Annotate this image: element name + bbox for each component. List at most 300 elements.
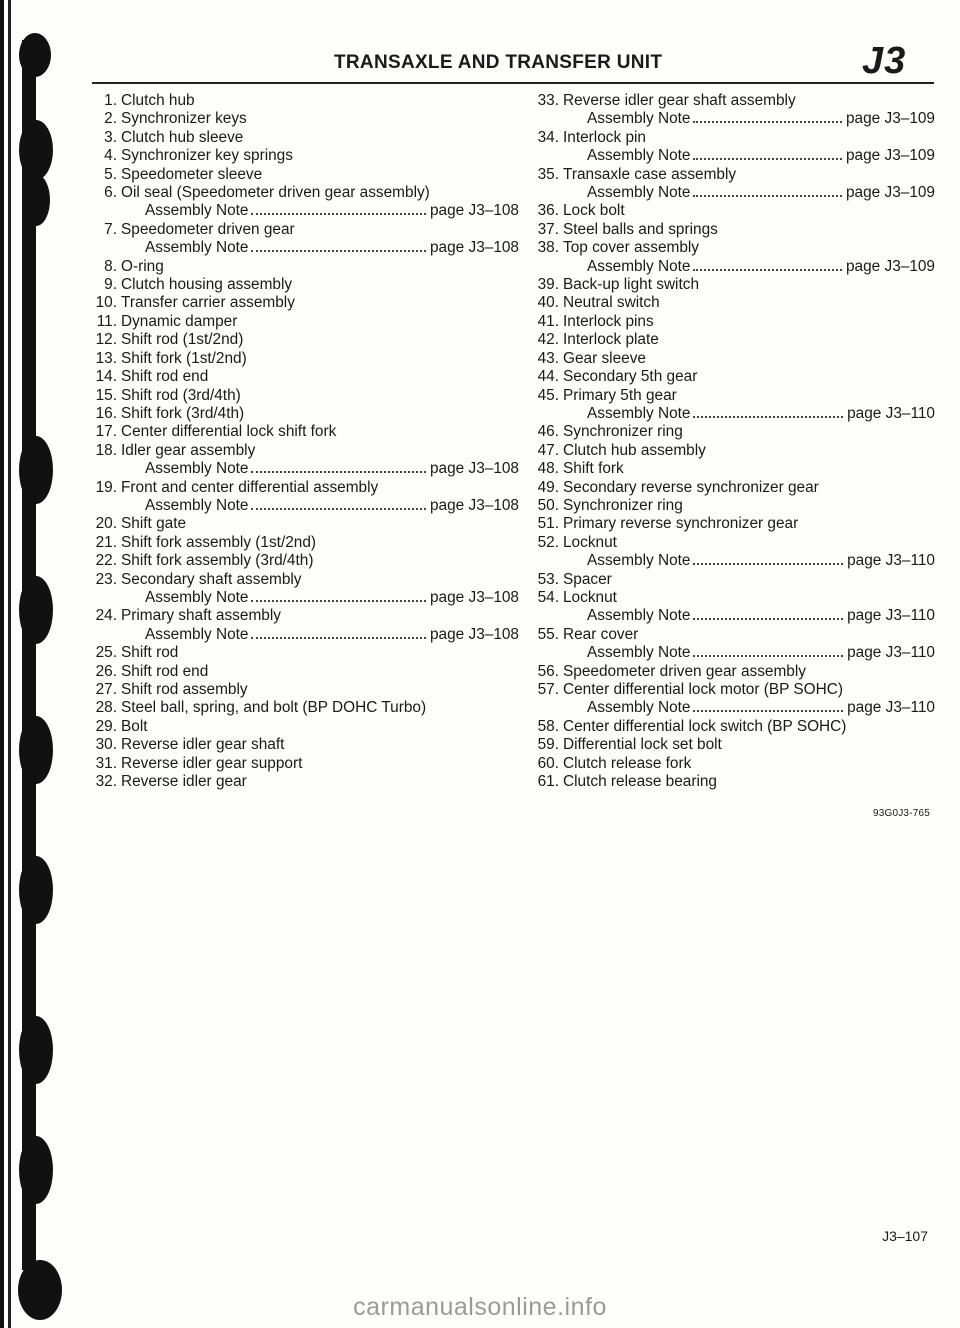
item-number: 20. — [95, 515, 117, 533]
item-line — [531, 626, 935, 644]
assembly-note-line — [89, 202, 519, 220]
list-item — [89, 736, 519, 754]
item-line — [531, 736, 935, 754]
list-item — [531, 571, 935, 589]
page-reference: page J3–110 — [847, 552, 935, 570]
item-label: Synchronizer key springs — [121, 147, 293, 165]
item-line — [89, 515, 519, 533]
item-number: 50. — [537, 496, 559, 514]
item-label: Clutch hub — [121, 92, 195, 109]
list-item — [531, 460, 935, 478]
item-label: Synchronizer keys — [121, 110, 247, 128]
list-item — [89, 423, 519, 441]
list-item — [89, 699, 519, 717]
item-number: 28. — [95, 699, 117, 717]
item-number: 27. — [95, 681, 117, 698]
item-label: Transaxle case assembly — [563, 165, 737, 183]
item-label: Clutch release bearing — [563, 773, 717, 791]
dot-leader — [251, 250, 426, 252]
item-line — [531, 129, 935, 147]
item-line — [531, 313, 935, 331]
list-item — [531, 166, 935, 203]
list-item — [89, 92, 519, 110]
assembly-note-line — [531, 699, 935, 717]
list-item — [531, 442, 935, 460]
binding-edge — [0, 0, 70, 1328]
item-label: Speedometer driven gear — [121, 220, 295, 238]
item-label: Gear sleeve — [563, 349, 646, 367]
list-item — [89, 258, 519, 276]
item-line — [531, 442, 935, 460]
dot-leader — [693, 195, 842, 197]
item-number: 43. — [537, 349, 559, 367]
list-item — [89, 294, 519, 312]
item-number: 30. — [95, 736, 117, 754]
list-item — [89, 663, 519, 681]
item-label: Shift rod end — [121, 368, 209, 386]
item-label: O-ring — [121, 257, 164, 275]
list-item — [531, 313, 935, 331]
assembly-note-line — [89, 239, 519, 257]
item-line — [531, 423, 935, 441]
list-item — [89, 607, 519, 644]
item-line — [89, 755, 519, 773]
page-title: TRANSAXLE AND TRANSFER UNIT — [334, 52, 663, 73]
item-label: Synchronizer ring — [563, 423, 683, 441]
assembly-note-label: Assembly Note — [145, 239, 249, 257]
item-line — [531, 202, 935, 220]
item-number: 10. — [95, 294, 117, 312]
list-item — [531, 736, 935, 754]
item-label: Reverse idler gear — [121, 773, 247, 791]
item-label: Primary shaft assembly — [121, 607, 281, 625]
list-item — [531, 423, 935, 441]
item-number: 58. — [537, 717, 559, 735]
list-item — [531, 331, 935, 349]
page-reference: page J3–110 — [847, 607, 935, 625]
item-label: Synchronizer ring — [563, 496, 683, 514]
item-label: Center differential lock switch (BP SOHC) — [563, 717, 847, 735]
item-label: Interlock pins — [563, 312, 654, 330]
page-reference: page J3–108 — [429, 202, 519, 220]
item-label: Lock bolt — [563, 202, 625, 220]
item-number: 40. — [537, 294, 559, 312]
dot-leader — [251, 637, 426, 639]
item-line — [89, 368, 519, 386]
watermark: carmanualsonline.info — [353, 1293, 607, 1321]
item-number: 4. — [104, 147, 117, 165]
item-label: Shift fork assembly (3rd/4th) — [121, 552, 314, 570]
page-reference: page J3–108 — [429, 588, 519, 606]
item-line — [531, 276, 935, 294]
item-label: Speedometer sleeve — [121, 165, 263, 183]
item-label: Transfer carrier assembly — [121, 294, 295, 312]
list-item — [531, 276, 935, 294]
item-number: 21. — [95, 533, 117, 551]
item-label: Clutch release fork — [563, 754, 692, 772]
item-line — [531, 331, 935, 349]
list-item — [89, 147, 519, 165]
dot-leader — [251, 600, 426, 602]
item-label: Reverse idler gear support — [121, 754, 303, 772]
item-line — [531, 387, 935, 405]
item-number: 3. — [104, 128, 117, 146]
item-line — [531, 221, 935, 239]
assembly-note-line — [531, 644, 935, 662]
item-number: 55. — [537, 625, 559, 643]
item-line — [89, 331, 519, 349]
list-item — [89, 166, 519, 184]
assembly-note-label: Assembly Note — [587, 147, 691, 165]
header-rule — [92, 82, 934, 84]
item-line — [531, 460, 935, 478]
item-label: Speedometer driven gear assembly — [563, 662, 806, 680]
item-line — [531, 663, 935, 681]
item-line — [531, 239, 935, 257]
item-number: 1. — [104, 92, 117, 109]
item-number: 23. — [95, 570, 117, 588]
item-number: 26. — [95, 662, 117, 680]
list-item — [531, 368, 935, 386]
assembly-note-label: Assembly Note — [145, 202, 249, 220]
item-line — [531, 92, 935, 110]
item-line — [89, 607, 519, 625]
item-line — [531, 497, 935, 515]
item-number: 15. — [95, 386, 117, 404]
list-item — [89, 718, 519, 736]
assembly-note-label: Assembly Note — [587, 607, 691, 625]
item-line — [531, 571, 935, 589]
assembly-note-line — [531, 405, 935, 423]
item-line — [531, 534, 935, 552]
list-item — [89, 331, 519, 349]
item-number: 2. — [104, 110, 117, 128]
item-number: 49. — [537, 478, 559, 496]
list-item — [531, 479, 935, 497]
item-number: 22. — [95, 552, 117, 570]
item-line — [89, 534, 519, 552]
assembly-note-line — [531, 607, 935, 625]
list-item — [531, 387, 935, 424]
list-item — [89, 479, 519, 516]
list-item — [531, 589, 935, 626]
assembly-note-label: Assembly Note — [587, 644, 691, 662]
item-line — [89, 92, 519, 110]
item-number: 53. — [537, 570, 559, 588]
list-item — [531, 773, 935, 791]
item-line — [89, 258, 519, 276]
page-number: J3–107 — [882, 1228, 928, 1244]
list-item — [89, 368, 519, 386]
assembly-note-label: Assembly Note — [145, 460, 249, 478]
item-line — [89, 773, 519, 791]
assembly-note-label: Assembly Note — [145, 625, 249, 643]
list-item — [89, 276, 519, 294]
item-line — [89, 294, 519, 312]
item-number: 31. — [95, 754, 117, 772]
assembly-note-line — [531, 110, 935, 128]
dot-leader — [693, 618, 844, 620]
item-number: 11. — [96, 312, 117, 330]
item-number: 8. — [104, 257, 117, 275]
item-number: 25. — [95, 644, 117, 662]
item-line — [531, 755, 935, 773]
item-line — [89, 313, 519, 331]
item-number: 48. — [537, 460, 559, 478]
item-line — [89, 129, 519, 147]
dot-leader — [251, 508, 426, 510]
dot-leader — [251, 213, 426, 215]
page-reference: page J3–108 — [429, 625, 519, 643]
item-label: Clutch housing assembly — [121, 276, 293, 294]
item-number: 33. — [537, 92, 559, 109]
dot-leader — [251, 471, 426, 473]
item-label: Shift rod assembly — [121, 681, 248, 698]
list-item — [531, 202, 935, 220]
item-number: 12. — [95, 331, 117, 349]
list-item — [531, 350, 935, 368]
item-label: Neutral switch — [563, 294, 660, 312]
item-line — [89, 571, 519, 589]
item-number: 36. — [537, 202, 559, 220]
list-item — [531, 92, 935, 129]
item-line — [89, 405, 519, 423]
item-label: Reverse idler gear shaft — [121, 736, 285, 754]
item-label: Interlock plate — [563, 331, 659, 349]
item-number: 5. — [104, 165, 117, 183]
page-reference: page J3–108 — [429, 496, 519, 514]
item-line — [89, 276, 519, 294]
list-item — [89, 571, 519, 608]
list-item — [89, 221, 519, 258]
item-line — [89, 663, 519, 681]
list-item — [89, 644, 519, 662]
list-item — [531, 221, 935, 239]
page-reference: page J3–108 — [429, 460, 519, 478]
item-number: 41. — [537, 312, 559, 330]
list-item — [89, 110, 519, 128]
item-label: Front and center differential assembly — [121, 478, 379, 496]
item-label: Differential lock set bolt — [563, 736, 722, 754]
list-item — [531, 129, 935, 166]
assembly-note-line — [89, 497, 519, 515]
item-number: 35. — [537, 165, 559, 183]
assembly-note-line — [531, 258, 935, 276]
item-line — [89, 184, 519, 202]
list-item — [531, 534, 935, 571]
item-number: 34. — [537, 128, 559, 146]
item-label: Primary 5th gear — [563, 386, 677, 404]
item-line — [89, 166, 519, 184]
item-number: 32. — [95, 773, 117, 791]
item-number: 38. — [537, 239, 559, 257]
item-line — [89, 147, 519, 165]
item-label: Top cover assembly — [563, 239, 700, 257]
page-reference: page J3–108 — [429, 239, 519, 257]
item-line — [531, 718, 935, 736]
list-item — [89, 350, 519, 368]
list-item — [531, 294, 935, 312]
item-number: 46. — [537, 423, 559, 441]
item-number: 13. — [95, 349, 117, 367]
list-item — [89, 515, 519, 533]
item-line — [531, 515, 935, 533]
item-label: Interlock pin — [563, 128, 646, 146]
assembly-note-label: Assembly Note — [587, 552, 691, 570]
dot-leader — [693, 269, 842, 271]
list-item — [89, 313, 519, 331]
list-item — [89, 534, 519, 552]
item-label: Center differential lock shift fork — [121, 423, 337, 441]
list-item — [89, 773, 519, 791]
assembly-note-label: Assembly Note — [587, 110, 691, 128]
assembly-note-line — [89, 626, 519, 644]
list-item — [89, 552, 519, 570]
item-number: 59. — [537, 736, 559, 754]
item-label: Locknut — [563, 533, 617, 551]
item-number: 6. — [104, 184, 117, 202]
item-number: 61. — [537, 773, 559, 791]
item-line — [89, 442, 519, 460]
assembly-note-line — [531, 147, 935, 165]
item-number: 19. — [95, 478, 117, 496]
item-line — [531, 681, 935, 699]
item-label: Secondary reverse synchronizer gear — [563, 478, 819, 496]
page-reference: page J3–110 — [847, 404, 935, 422]
item-line — [89, 221, 519, 239]
item-line — [89, 350, 519, 368]
dot-leader — [693, 563, 844, 565]
item-label: Shift fork (3rd/4th) — [121, 404, 245, 422]
item-number: 45. — [537, 386, 559, 404]
page-reference: page J3–109 — [845, 110, 935, 128]
list-item — [531, 663, 935, 681]
item-number: 29. — [95, 717, 117, 735]
item-label: Shift rod end — [121, 662, 209, 680]
item-label: Center differential lock motor (BP SOHC) — [563, 681, 843, 698]
item-number: 7. — [104, 220, 117, 238]
figure-code: 93G0J3-765 — [872, 808, 930, 819]
page-reference: page J3–109 — [845, 147, 935, 165]
item-line — [89, 644, 519, 662]
item-label: Secondary shaft assembly — [121, 570, 302, 588]
item-line — [531, 589, 935, 607]
list-item — [89, 755, 519, 773]
item-label: Shift fork (1st/2nd) — [121, 349, 247, 367]
item-label: Spacer — [563, 570, 612, 588]
item-line — [89, 423, 519, 441]
item-label: Steel ball, spring, and bolt (BP DOHC Turbo) — [121, 699, 427, 717]
list-item — [531, 515, 935, 533]
assembly-note-label: Assembly Note — [587, 404, 691, 422]
dot-leader — [693, 121, 842, 123]
item-line — [89, 110, 519, 128]
item-line — [531, 479, 935, 497]
list-item — [531, 681, 935, 718]
dot-leader — [693, 655, 844, 657]
item-label: Back-up light switch — [563, 276, 700, 294]
list-item — [89, 184, 519, 221]
list-item — [89, 681, 519, 699]
item-number: 9. — [104, 276, 117, 294]
dot-leader — [693, 710, 844, 712]
item-number: 16. — [95, 404, 117, 422]
list-item — [531, 497, 935, 515]
item-number: 18. — [95, 441, 117, 459]
item-label: Shift rod — [121, 644, 179, 662]
item-number: 52. — [537, 533, 559, 551]
item-line — [531, 350, 935, 368]
item-label: Shift fork assembly (1st/2nd) — [121, 533, 317, 551]
section-code: J3 — [862, 40, 907, 82]
list-item — [89, 405, 519, 423]
assembly-note-line — [89, 460, 519, 478]
item-label: Primary reverse synchronizer gear — [563, 515, 799, 533]
assembly-note-label: Assembly Note — [587, 184, 691, 202]
parts-list-right — [531, 92, 935, 791]
item-label: Reverse idler gear shaft assembly — [563, 92, 796, 109]
list-item — [89, 442, 519, 479]
item-number: 51. — [537, 515, 559, 533]
item-number: 44. — [537, 368, 559, 386]
page-reference: page J3–109 — [845, 257, 935, 275]
item-line — [531, 294, 935, 312]
assembly-note-line — [89, 589, 519, 607]
item-line — [89, 718, 519, 736]
item-number: 14. — [95, 368, 117, 386]
item-number: 42. — [537, 331, 559, 349]
page-reference: page J3–110 — [847, 644, 935, 662]
page-reference: page J3–109 — [845, 184, 935, 202]
item-line — [531, 368, 935, 386]
list-item — [531, 239, 935, 276]
item-number: 56. — [537, 662, 559, 680]
item-label: Shift rod (1st/2nd) — [121, 331, 244, 349]
item-label: Clutch hub assembly — [563, 441, 706, 459]
assembly-note-line — [531, 552, 935, 570]
item-number: 17. — [95, 423, 117, 441]
item-number: 54. — [537, 588, 559, 606]
list-item — [531, 718, 935, 736]
item-label: Dynamic damper — [121, 312, 238, 330]
item-label: Rear cover — [563, 625, 639, 643]
assembly-note-label: Assembly Note — [587, 699, 691, 717]
item-label: Steel balls and springs — [563, 220, 718, 238]
item-number: 39. — [537, 276, 559, 294]
item-line — [89, 681, 519, 699]
item-line — [89, 552, 519, 570]
item-label: Idler gear assembly — [121, 441, 256, 459]
item-line — [89, 736, 519, 754]
assembly-note-label: Assembly Note — [145, 496, 249, 514]
item-number: 37. — [537, 220, 559, 238]
page-reference: page J3–110 — [847, 699, 935, 717]
item-number: 24. — [95, 607, 117, 625]
item-label: Locknut — [563, 588, 617, 606]
item-label: Secondary 5th gear — [563, 368, 698, 386]
item-line — [531, 773, 935, 791]
dot-leader — [693, 416, 844, 418]
list-item — [89, 387, 519, 405]
item-label: Shift gate — [121, 515, 187, 533]
item-number: 60. — [537, 754, 559, 772]
item-label: Bolt — [121, 717, 148, 735]
item-label: Shift rod (3rd/4th) — [121, 386, 241, 404]
item-label: Shift fork — [563, 460, 624, 478]
item-line — [89, 387, 519, 405]
item-number: 57. — [537, 681, 559, 698]
item-line — [89, 699, 519, 717]
